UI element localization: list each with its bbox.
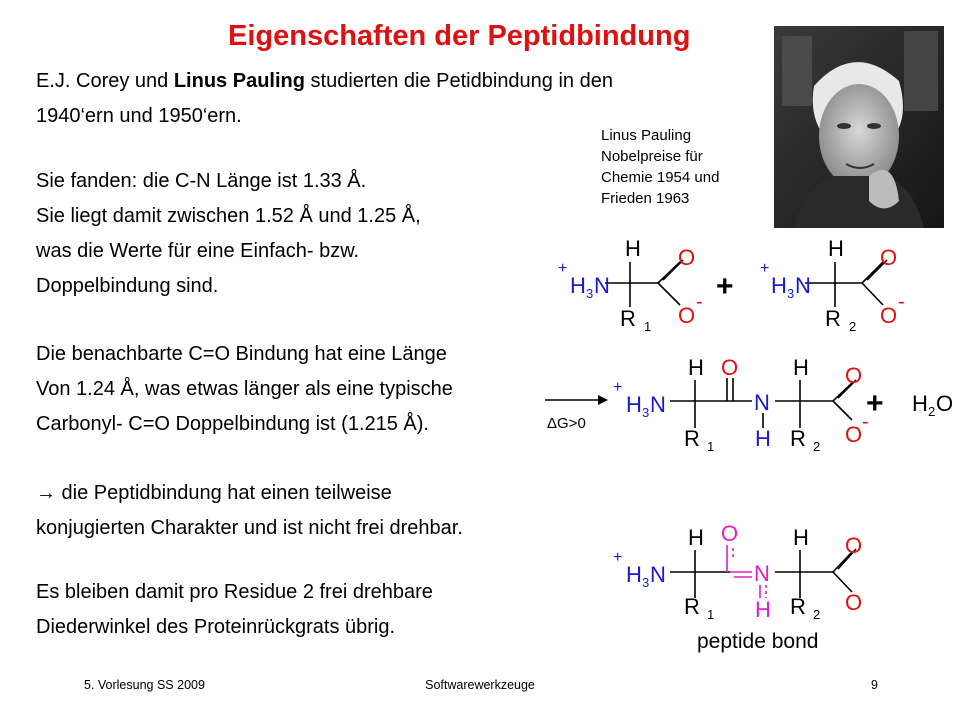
findings-line: was die Werte für eine Einfach- bzw. <box>36 240 360 262</box>
atom-n-highlight: N <box>754 561 770 586</box>
footer-lecture: 5. Vorlesung SS 2009 <box>84 678 205 692</box>
plus-charge: + <box>613 379 623 396</box>
delta-g-label: ΔG>0 <box>547 415 586 432</box>
atom-h: H <box>570 273 586 298</box>
atom-o: O <box>880 245 898 270</box>
findings-line: Sie liegt damit zwischen 1.52 Å und 1.25 Å, <box>36 205 421 227</box>
subscript: 3 <box>642 405 650 420</box>
caption-line: Frieden 1963 <box>601 190 690 207</box>
water-subscript: 2 <box>928 404 936 419</box>
intro-text-end: studierten die Petidbindung in den <box>304 70 613 92</box>
atom-o: O <box>845 363 863 388</box>
page-number: 9 <box>871 678 878 692</box>
atom-h: H <box>828 236 844 261</box>
minus-charge: - <box>862 411 869 433</box>
atom-h: H <box>626 392 642 417</box>
atom-h: H <box>626 562 642 587</box>
residue-line: Diederwinkel des Proteinrückgrats übrig. <box>36 616 396 638</box>
atom-n: N <box>594 273 610 298</box>
pauling-name: Linus Pauling <box>173 70 305 92</box>
subscript: 2 <box>813 439 821 454</box>
caption-line: Linus Pauling <box>601 127 692 144</box>
atom-h: H <box>793 525 809 550</box>
residue-r: R <box>790 594 806 619</box>
atom-o-highlight: O <box>721 521 739 546</box>
peptide-bond-label: peptide bond <box>697 630 819 653</box>
slide-title: Eigenschaften der Peptidbindung <box>228 20 691 52</box>
atom-h: H <box>688 355 704 380</box>
caption-line: Chemie 1954 und <box>601 169 720 186</box>
carbonyl-line: Die benachbarte C=O Bindung hat eine Länge <box>36 343 447 365</box>
carbonyl-line: Von 1.24 Å, was etwas länger als eine typische <box>36 378 453 400</box>
atom-h: H <box>793 355 809 380</box>
findings-line: Doppelbindung sind. <box>36 275 219 297</box>
conclusion-line: die Peptidbindung hat einen teilweise <box>56 482 392 504</box>
atom-o: O <box>721 355 739 380</box>
water-o: O <box>936 391 954 416</box>
atom-o: O <box>845 590 863 615</box>
subscript: 2 <box>849 319 857 334</box>
atom-o: O <box>678 303 696 328</box>
residue-line: Es bleiben damit pro Residue 2 frei drehbare <box>36 581 433 603</box>
residue-r: R <box>684 594 700 619</box>
subscript: 1 <box>707 607 715 622</box>
atom-n: N <box>650 562 666 587</box>
reaction-plus: + <box>866 387 884 420</box>
minus-charge: - <box>696 291 703 313</box>
atom-h: H <box>771 273 787 298</box>
water-h: H <box>912 391 928 416</box>
plus-charge: + <box>558 260 568 277</box>
reaction-plus: + <box>716 270 734 303</box>
atom-n: N <box>650 392 666 417</box>
findings-line: Sie fanden: die C-N Länge ist 1.33 Å. <box>36 170 367 192</box>
residue-r: R <box>825 306 841 331</box>
atom-h: H <box>755 426 771 451</box>
atom-n: N <box>795 273 811 298</box>
atom-n: N <box>754 390 770 415</box>
residue-r: R <box>790 426 806 451</box>
subscript: 1 <box>644 319 652 334</box>
atom-o: O <box>880 303 898 328</box>
residue-r: R <box>684 426 700 451</box>
intro-text-start: E.J. Corey und <box>36 70 174 92</box>
plus-charge: + <box>760 260 770 277</box>
atom-o: O <box>678 245 696 270</box>
subscript: 3 <box>642 575 650 590</box>
caption-line: Nobelpreise für <box>601 148 703 165</box>
subscript: 1 <box>707 439 715 454</box>
minus-charge: - <box>898 291 905 313</box>
subscript: 3 <box>586 286 594 301</box>
footer-course: Softwarewerkzeuge <box>425 678 535 692</box>
atom-o: O <box>845 422 863 447</box>
carbonyl-line: Carbonyl- C=O Doppelbindung ist (1.215 Å). <box>36 413 429 435</box>
atom-h: H <box>625 236 641 261</box>
intro-text-line2: 1940‘ern und 1950‘ern. <box>36 105 242 127</box>
conclusion-line: konjugierten Charakter und ist nicht frei drehbar. <box>36 517 463 539</box>
subscript: 2 <box>813 607 821 622</box>
atom-o: O <box>845 533 863 558</box>
atom-h-highlight: H <box>755 597 771 622</box>
residue-r: R <box>620 306 636 331</box>
atom-h: H <box>688 525 704 550</box>
implies-arrow-icon: → <box>36 482 56 504</box>
plus-charge: + <box>613 549 623 566</box>
subscript: 3 <box>787 286 795 301</box>
